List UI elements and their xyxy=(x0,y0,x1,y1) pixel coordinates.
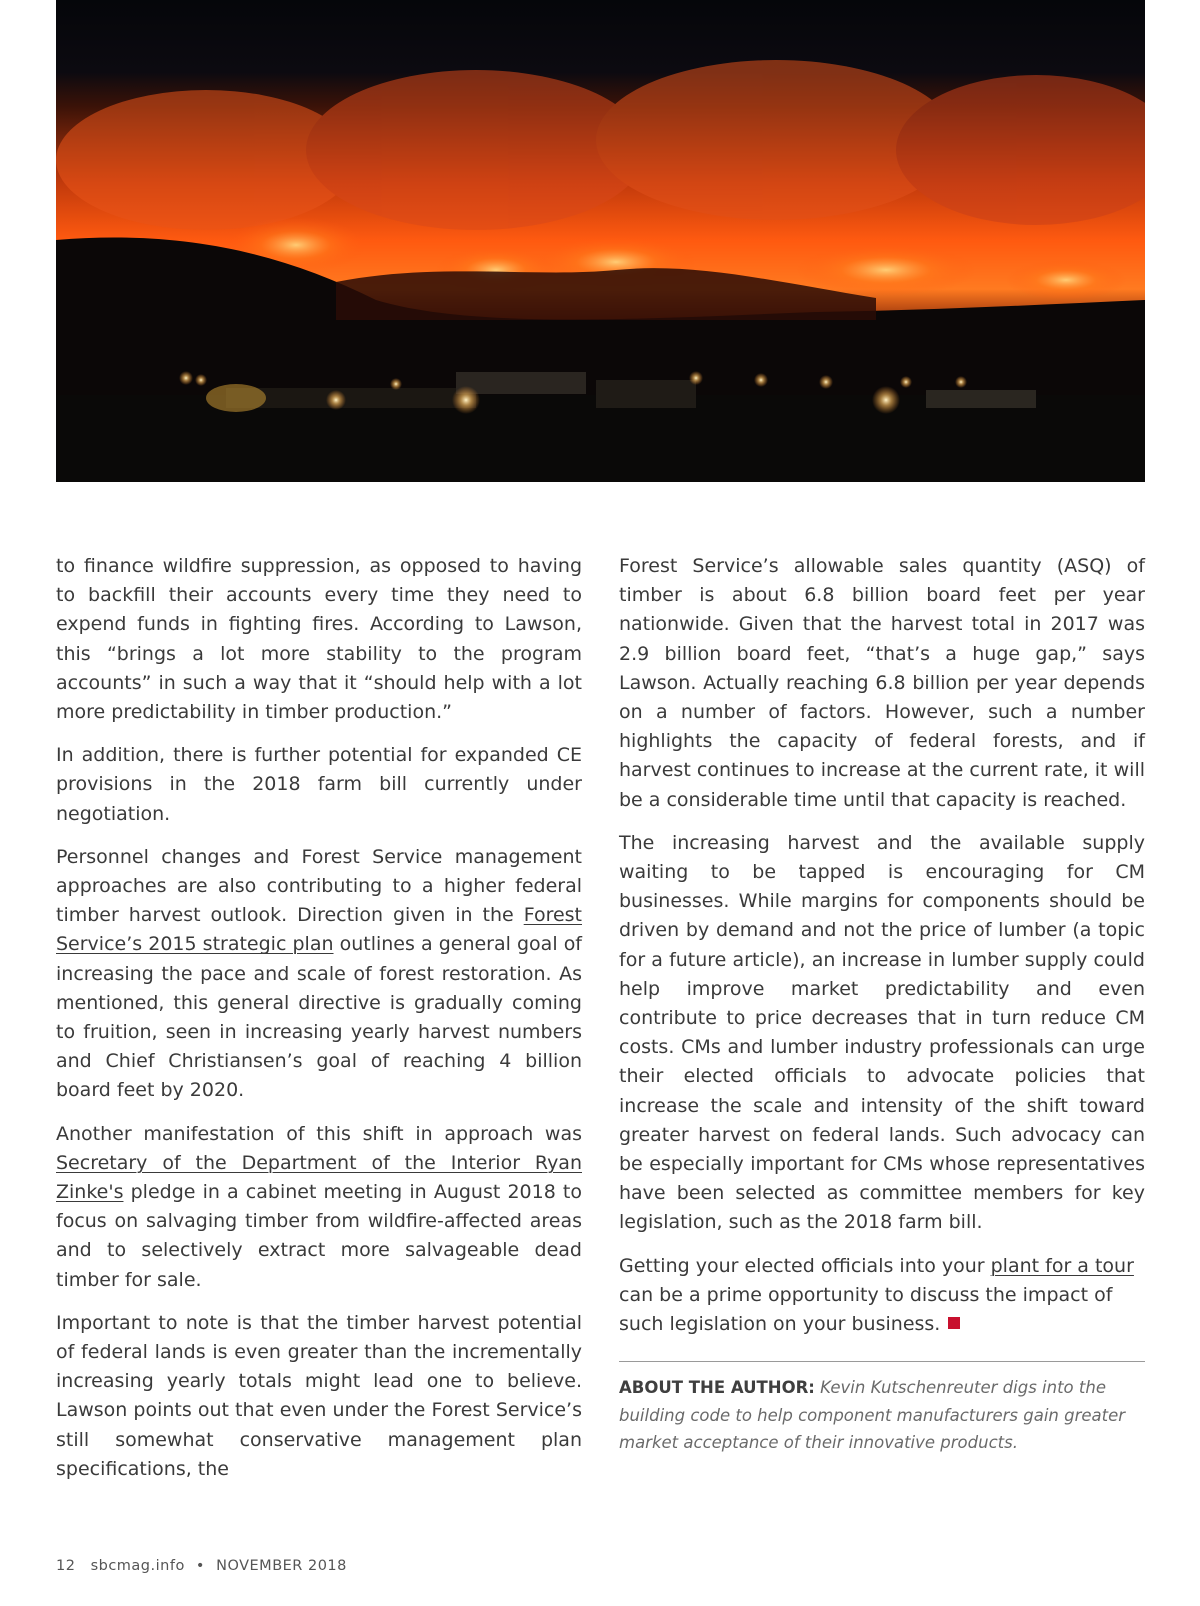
footer-site[interactable]: sbcmag.info xyxy=(90,1558,185,1574)
about-author-text: Kevin Kutschenreuter digs into the building code to help component manufacturers gain greater market acceptance of their innovative products. xyxy=(619,1378,1126,1453)
left-paragraph-4 xyxy=(56,1120,582,1295)
strategic-plan-link[interactable]: Forest Service’s 2015 strategic plan xyxy=(56,904,582,956)
wildfire-photo xyxy=(56,0,1145,482)
zinke-link[interactable]: Secretary of the Department of the Interior Ryan Zinke's xyxy=(56,1151,582,1204)
about-author-label: ABOUT THE AUTHOR: xyxy=(619,1378,815,1398)
right-paragraph-3 xyxy=(619,1252,1145,1340)
right-p3-text-after: can be a prime opportunity to discuss the impact of such legislation on your business. xyxy=(619,1283,1113,1336)
right-column xyxy=(619,552,1145,1457)
left-column xyxy=(56,552,582,1484)
page-number: 12 xyxy=(56,1558,76,1574)
footer-issue: NOVEMBER 2018 xyxy=(216,1558,347,1574)
left-paragraph-3 xyxy=(56,843,582,1106)
right-p3-text-before: Getting your elected officials into your xyxy=(619,1254,991,1277)
left-p4-text-after: pledge in a cabinet meeting in August 2018 to focus on salvaging timber from wildfire-affected areas and to selectively extract more salvageable dead timber for sale. xyxy=(56,1181,582,1291)
left-paragraph-2: In addition, there is further potential for expanded CE provisions in the 2018 farm bill currently under negotiation. xyxy=(56,744,582,825)
right-paragraph-2: The increasing harvest and the available supply waiting to be tapped is encouraging for CM businesses. While margins for components should be driven by demand and not the price of lumber (a topic for a future article), an increase in lumber supply could help improve market predictability and even contribute to price decreases that in turn reduce CM costs. CMs and lumber industry professionals can urge their elected officials to advocate policies that increase the scale and intensity of the shift toward greater harvest on federal lands. Such advocacy can be especially important for CMs whose representatives have been selected as committee members for key legislation, such as the 2018 farm bill. xyxy=(619,831,1145,1234)
footer-separator: • xyxy=(195,1558,205,1574)
left-p3-text-after: outlines a general goal of increasing the pace and scale of forest restoration. As mentioned, this general directive is gradually coming to fruition, seen in increasing yearly harvest numbers and Chief Christiansen’s goal of reaching 4 billion board feet by 2020. xyxy=(56,933,583,1102)
left-paragraph-1: to finance wildfire suppression, as opposed to having to backfill their accounts every time they need to expend funds in fighting fires. According to Lawson, this “brings a lot more stability to the program accounts” in such a way that it “should help with a lot more predictability in timber production.” xyxy=(56,555,582,724)
left-p3-text-before: Personnel changes and Forest Service management approaches are also contributing to a higher federal timber harvest outlook. Direction given in the xyxy=(56,845,582,927)
page-footer xyxy=(56,1558,347,1574)
left-p4-text-before: Another manifestation of this shift in approach was xyxy=(56,1122,582,1145)
plant-tour-link[interactable]: plant for a tour xyxy=(990,1254,1134,1277)
right-paragraph-1: Forest Service’s allowable sales quantity (ASQ) of timber is about 6.8 billion board feet per year nationwide. Given that the harvest total in 2017 was 2.9 billion board feet, “that’s a huge gap,” says Lawson. Actually reaching 6.8 billion per year depends on a number of factors. However, such a number highlights the capacity of federal forests, and if harvest continues to increase at the current rate, it will be a considerable time until that capacity is reached. xyxy=(619,555,1145,811)
about-author-box xyxy=(619,1361,1145,1457)
wildfire-image-svg xyxy=(56,0,1145,482)
end-of-article-mark xyxy=(948,1317,960,1329)
left-paragraph-5: Important to note is that the timber harvest potential of federal lands is even greater than the incrementally increasing yearly totals might lead one to believe. Lawson points out that even under the Forest Service’s still somewhat conservative management plan specifications, the xyxy=(56,1311,582,1480)
